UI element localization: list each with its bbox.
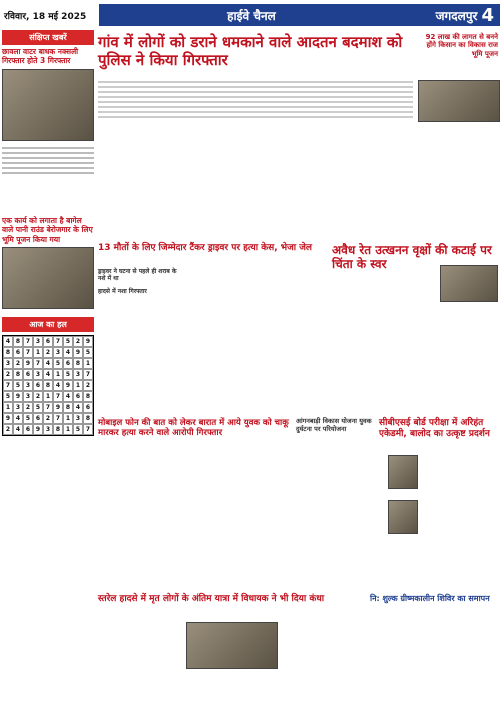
sudoku-cell: 8 [43,380,53,391]
sudoku-cell: 1 [3,402,13,413]
sudoku-cell: 5 [53,358,63,369]
sudoku-cell: 3 [43,424,53,435]
sudoku-cell: 9 [23,358,33,369]
puzzle-title: आज का हल [2,317,94,332]
sudoku-cell: 4 [43,369,53,380]
sudoku-cell: 3 [23,391,33,402]
sudoku-cell: 6 [23,424,33,435]
sudoku-cell: 2 [83,380,93,391]
sudoku-cell: 3 [73,413,83,424]
sudoku-cell: 8 [83,413,93,424]
page-number: 4 [481,4,494,26]
brief-story-headline: छावला वाटर बाधक नक्सली गिरफ्तार होते 3 गिरफ्तार [2,47,79,66]
sudoku-cell: 9 [73,347,83,358]
sudoku-cell: 5 [23,413,33,424]
sudoku-cell: 4 [13,424,23,435]
sudoku-cell: 7 [83,424,93,435]
lead-body [98,78,413,238]
sudoku-cell: 1 [63,424,73,435]
sudoku-cell: 1 [83,358,93,369]
city-name: जगदलपुर [435,8,478,23]
sudoku-cell: 7 [43,402,53,413]
sudoku-cell: 6 [33,380,43,391]
student-photo-2 [388,500,418,534]
sudoku-cell: 6 [43,336,53,347]
sudoku-cell: 7 [53,336,63,347]
sudoku-cell: 6 [23,369,33,380]
mid-right-headline: अवैध रेत उत्खनन वृक्षों की कटाई पर चिंता के स्वर [332,243,492,272]
sudoku-cell: 4 [73,402,83,413]
story2-headline: एक कार्य को लगाता है बागेल वाले पानी राउंड बेरोजगार के लिए भूमि पूजन किया गया [2,215,93,244]
sudoku-cell: 9 [13,391,23,402]
brief-story-text [2,144,94,214]
sudoku-cell: 4 [53,380,63,391]
bottom-headline-1: स्तरेल हादसे में मृत लोगों के अंतिम यात्रा में विधायक ने भी दिया कंधा [98,594,325,604]
sudoku-cell: 5 [63,336,73,347]
student-photo-1 [388,455,418,489]
sudoku-cell: 3 [3,358,13,369]
sudoku-cell: 5 [3,391,13,402]
right-top-headline: 92 लाख की लागत से बनने होंगे किसान का विकास राज भूमि पूजन [425,33,498,58]
sudoku-cell: 6 [63,358,73,369]
sudoku-cell: 2 [23,402,33,413]
right-top-photo [418,80,500,122]
bottom-photo [186,622,278,669]
sudoku-grid [2,335,94,436]
sudoku-cell: 1 [43,391,53,402]
sudoku-cell: 4 [43,358,53,369]
lower-headline-2: आंगनबाड़ी विकास योजना युवक दुर्घटना पर परियोजना [296,417,372,433]
sudoku-cell: 7 [3,380,13,391]
brief-news-title: संक्षिप्त खबरें [2,30,94,45]
sudoku-cell: 9 [53,402,63,413]
sudoku-cell: 2 [3,424,13,435]
sudoku-cell: 3 [23,380,33,391]
issue-date: रविवार, 18 मई 2025 [4,11,87,22]
sudoku-cell: 6 [13,347,23,358]
sudoku-cell: 3 [53,347,63,358]
sudoku-cell: 8 [13,336,23,347]
sudoku-cell: 1 [53,369,63,380]
sudoku-cell: 7 [53,413,63,424]
story2-photo [2,247,94,309]
sudoku-cell: 9 [3,413,13,424]
sudoku-cell: 4 [3,336,13,347]
sudoku-cell: 7 [83,369,93,380]
lower-headline-1: मोबाइल फोन की बात को लेकर बारात में आये युवक को चाकू मारकर हत्या करने वाले आरोपी गिरफ्तार [98,418,289,439]
sudoku-cell: 3 [33,369,43,380]
city-label [404,4,500,26]
sudoku-cell: 1 [73,380,83,391]
lower-headline-3: सीबीएसई बोर्ड परीक्षा में अरिहंत एकेडमी, बालोद का उत्कृष्ट प्रदर्शन [379,418,490,439]
sudoku-cell: 5 [13,380,23,391]
sudoku-cell: 8 [53,424,63,435]
sudoku-cell: 3 [73,369,83,380]
left-column [2,30,94,436]
sudoku-cell: 7 [33,358,43,369]
sudoku-cell: 7 [53,391,63,402]
sudoku-cell: 2 [3,369,13,380]
sudoku-cell: 2 [33,391,43,402]
sudoku-cell: 8 [13,369,23,380]
sudoku-cell: 9 [33,424,43,435]
sudoku-cell: 8 [83,391,93,402]
sudoku-cell: 5 [63,369,73,380]
sudoku-cell: 8 [73,358,83,369]
masthead [0,0,500,30]
sudoku-cell: 1 [33,347,43,358]
sudoku-cell: 5 [33,402,43,413]
sudoku-cell: 6 [33,413,43,424]
mid-right-photo [440,265,498,302]
sudoku-cell: 4 [63,347,73,358]
mid-headline: 13 मौतों के लिए जिम्मेदार टैंकर ड्राइवर पर हत्या केस, भेजा जेल [98,243,313,253]
section-title: हाईवे चैनल [99,4,404,26]
sudoku-cell: 8 [63,402,73,413]
sudoku-cell: 3 [33,336,43,347]
sudoku-cell: 5 [73,424,83,435]
sudoku-cell: 2 [43,347,53,358]
bottom-headline-2: नि: शुल्क ग्रीष्मकालीन शिविर का समापन [370,594,490,603]
mid-bullet-2: हादसे में नशा गिरफ्तार [98,288,147,295]
brief-story-photo [2,69,94,141]
sudoku-cell: 6 [73,391,83,402]
sudoku-cell: 4 [13,413,23,424]
sudoku-cell: 8 [3,347,13,358]
sudoku-cell: 4 [63,391,73,402]
sudoku-cell: 7 [23,347,33,358]
sudoku-cell: 2 [13,358,23,369]
sudoku-cell: 3 [13,402,23,413]
sudoku-cell: 2 [73,336,83,347]
sudoku-cell: 6 [83,402,93,413]
sudoku-cell: 9 [63,380,73,391]
sudoku-cell: 2 [43,413,53,424]
sudoku-cell: 9 [83,336,93,347]
lead-headline: गांव में लोगों को डराने धमकाने वाले आदतन बदमाश को पुलिस ने किया गिरफ्तार [98,33,403,69]
mid-bullet-1: ड्राइवर ने घटना से पहले ही शराब के नशे में था [98,268,177,283]
sudoku-cell: 7 [23,336,33,347]
sudoku-cell: 5 [83,347,93,358]
sudoku-cell: 1 [63,413,73,424]
